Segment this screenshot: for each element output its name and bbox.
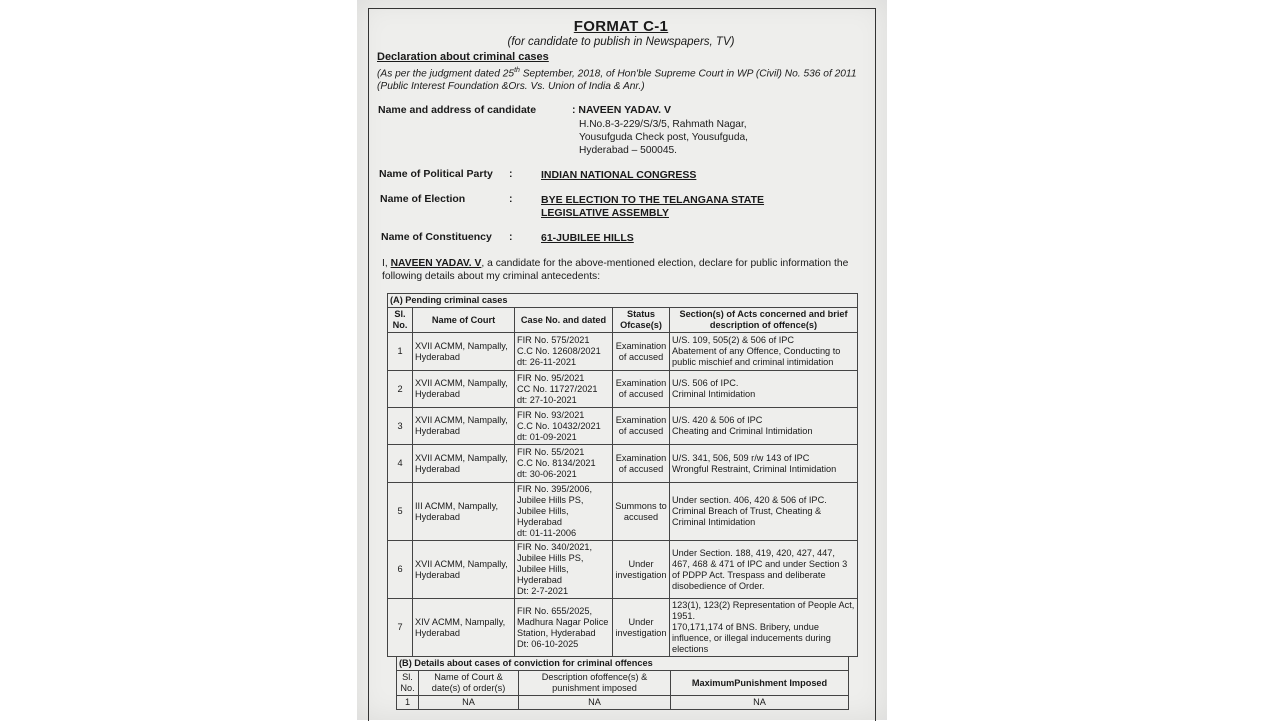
table-row bbox=[388, 483, 858, 541]
row-sections: 123(1), 123(2) Representation of People Act, 1951. 170,171,174 of BNS. Bribery, undue influence, or illegal inducements during elections bbox=[670, 599, 858, 657]
constituency-value: 61-JUBILEE HILLS bbox=[541, 232, 634, 244]
format-subtitle: (for candidate to publish in Newspapers, TV) bbox=[507, 36, 735, 48]
declaration-heading: Declaration about criminal cases bbox=[377, 51, 549, 63]
row-court: XVII ACMM, Nampally, Hyderabad bbox=[413, 408, 515, 445]
header-court: Name of Court bbox=[413, 308, 515, 333]
row-sections: U/S. 506 of IPC. Criminal Intimidation bbox=[670, 371, 858, 408]
row-sl: 5 bbox=[388, 483, 413, 541]
table-row bbox=[388, 371, 858, 408]
row-sl: 2 bbox=[388, 371, 413, 408]
row-sl: 6 bbox=[388, 541, 413, 599]
conv-header-sl: Sl. No. bbox=[397, 671, 419, 696]
row-court: XIV ACMM, Nampally, Hyderabad bbox=[413, 599, 515, 657]
row-sl: 7 bbox=[388, 599, 413, 657]
table-row bbox=[397, 696, 849, 710]
conv-row-max: NA bbox=[671, 696, 849, 710]
row-status: Examination of accused bbox=[613, 408, 670, 445]
row-case: FIR No. 575/2021 C.C No. 12608/2021 dt: 26-11-2021 bbox=[515, 333, 613, 371]
header-sections: Section(s) of Acts concerned and brief description of offence(s) bbox=[670, 308, 858, 333]
row-sections: Under Section. 188, 419, 420, 427, 447, 467, 468 & 471 of IPC and under Section 3 of PDPP Act. Trespass and deliberate disobedience of Order. bbox=[670, 541, 858, 599]
row-court: XVII ACMM, Nampally, Hyderabad bbox=[413, 541, 515, 599]
row-case: FIR No. 395/2006, Jubilee Hills PS, Jubilee Hills, Hyderabad dt: 01-11-2006 bbox=[515, 483, 613, 541]
conv-header-max-punishment: MaximumPunishment Imposed bbox=[671, 671, 849, 696]
candidate-address-line2: Yousufguda Check post, Yousufguda, bbox=[579, 132, 748, 143]
election-value-line2: LEGISLATIVE ASSEMBLY bbox=[541, 207, 669, 219]
candidate-address-line1: H.No.8-3-229/S/3/5, Rahmath Nagar, bbox=[579, 119, 747, 130]
header-status: Status Ofcase(s) bbox=[613, 308, 670, 333]
row-case: FIR No. 55/2021 C.C No. 8134/2021 dt: 30-06-2021 bbox=[515, 445, 613, 483]
conviction-section-title: (B) Details about cases of conviction for criminal offences bbox=[397, 657, 849, 671]
row-court: XVII ACMM, Nampally, Hyderabad bbox=[413, 371, 515, 408]
conv-header-description: Description ofoffence(s) & punishment imposed bbox=[519, 671, 671, 696]
table-row bbox=[388, 541, 858, 599]
row-sections: U/S. 109, 505(2) & 506 of IPC Abatement of any Offence, Conducting to public mischief and criminal intimidation bbox=[670, 333, 858, 371]
election-value-line1: BYE ELECTION TO THE TELANGANA STATE bbox=[541, 194, 765, 206]
party-colon: : bbox=[509, 168, 513, 180]
row-status: Examination of accused bbox=[613, 445, 670, 483]
party-value: INDIAN NATIONAL CONGRESS bbox=[541, 169, 697, 181]
row-court: XVII ACMM, Nampally, Hyderabad bbox=[413, 333, 515, 371]
row-sl: 1 bbox=[388, 333, 413, 371]
table-row bbox=[388, 333, 858, 371]
conv-row-court: NA bbox=[419, 696, 519, 710]
declaration-intro: I, NAVEEN YADAV. V, a candidate for the above-mentioned election, declare for public information the following details about my criminal antecedents: bbox=[382, 258, 849, 282]
table-row bbox=[388, 408, 858, 445]
row-status: Examination of accused bbox=[613, 333, 670, 371]
constituency-label: Name of Constituency bbox=[381, 231, 492, 243]
candidate-name-label: Name and address of candidate bbox=[378, 104, 537, 116]
pending-section-title: (A) Pending criminal cases bbox=[388, 294, 858, 308]
conv-row-sl: 1 bbox=[397, 696, 419, 710]
party-label: Name of Political Party bbox=[379, 168, 493, 180]
row-sections: Under section. 406, 420 & 506 of IPC. Criminal Breach of Trust, Cheating & Criminal Intimidation bbox=[670, 483, 858, 541]
candidate-name-value: : NAVEEN YADAV. V bbox=[572, 104, 672, 116]
election-label: Name of Election bbox=[380, 193, 466, 205]
table-row bbox=[388, 445, 858, 483]
candidate-address-line3: Hyderabad – 500045. bbox=[579, 145, 677, 156]
election-colon: : bbox=[509, 193, 513, 205]
row-sl: 3 bbox=[388, 408, 413, 445]
row-case: FIR No. 655/2025, Madhura Nagar Police Station, Hyderabad Dt: 06-10-2025 bbox=[515, 599, 613, 657]
header-sl-no: Sl. No. bbox=[388, 308, 413, 333]
row-sections: U/S. 341, 506, 509 r/w 143 of IPC Wrongful Restraint, Criminal Intimidation bbox=[670, 445, 858, 483]
conv-header-court: Name of Court & date(s) of order(s) bbox=[419, 671, 519, 696]
row-case: FIR No. 95/2021 CC No. 11727/2021 dt: 27-10-2021 bbox=[515, 371, 613, 408]
pending-cases-table bbox=[387, 293, 858, 657]
row-status: Summons to accused bbox=[613, 483, 670, 541]
row-status: Under investigation bbox=[613, 599, 670, 657]
row-case: FIR No. 340/2021, Jubilee Hills PS, Jubilee Hills, Hyderabad Dt: 2-7-2021 bbox=[515, 541, 613, 599]
conviction-table bbox=[396, 656, 849, 710]
row-court: XVII ACMM, Nampally, Hyderabad bbox=[413, 445, 515, 483]
row-case: FIR No. 93/2021 C.C No. 10432/2021 dt: 01-09-2021 bbox=[515, 408, 613, 445]
constituency-colon: : bbox=[509, 231, 513, 243]
declaration-note: (As per the judgment dated 25th September, 2018, of Hon'ble Supreme Court in WP (Civil) No. 536 of 2011 (Public Interest Foundation &Ors. Vs. Union of India & Anr.) bbox=[377, 67, 857, 93]
format-title: FORMAT C-1 bbox=[573, 18, 669, 35]
conv-row-description: NA bbox=[519, 696, 671, 710]
row-status: Under investigation bbox=[613, 541, 670, 599]
table-row bbox=[388, 599, 858, 657]
row-sl: 4 bbox=[388, 445, 413, 483]
row-sections: U/S. 420 & 506 of IPC Cheating and Criminal Intimidation bbox=[670, 408, 858, 445]
header-case-no: Case No. and dated bbox=[515, 308, 613, 333]
row-court: III ACMM, Nampally, Hyderabad bbox=[413, 483, 515, 541]
row-status: Examination of accused bbox=[613, 371, 670, 408]
